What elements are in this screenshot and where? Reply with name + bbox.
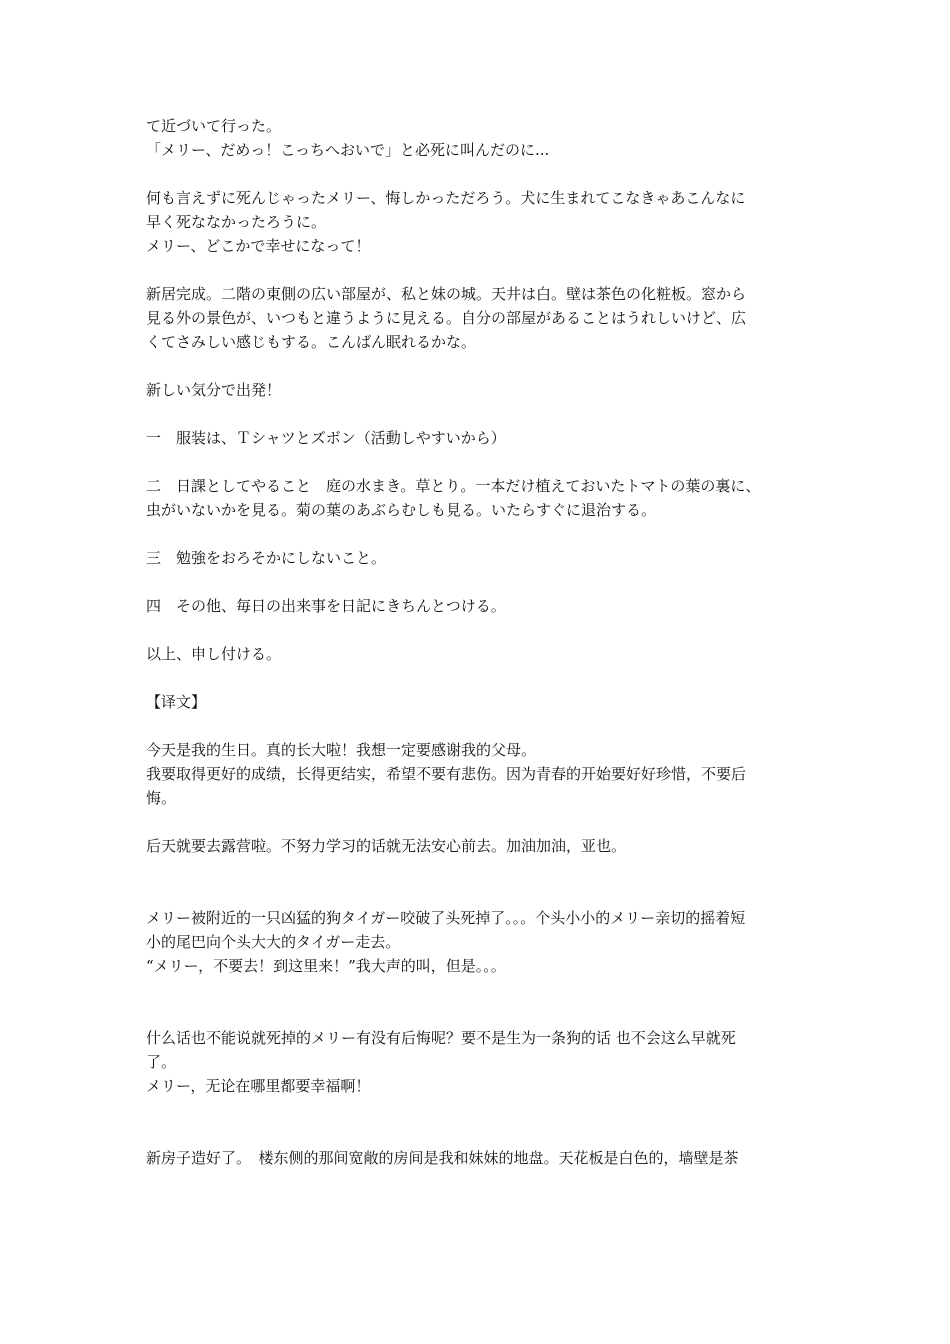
blank-line	[146, 810, 810, 834]
text-line: メリー，无论在哪里都要幸福啊！	[146, 1077, 371, 1095]
text-line: 何も言えずに死んじゃったメリー、悔しかっただろう。犬に生まれてこなきゃあこんなに	[146, 189, 746, 207]
text-line: 今天是我的生日。真的长大啦！我想一定要感谢我的父母。	[146, 741, 537, 759]
text-line: 四 その他、毎日の出来事を日記にきちんとつける。	[146, 597, 506, 615]
text-line: 一 服装は、Ｔシャツとズボン（活動しやすいから）	[146, 429, 506, 447]
blank-line	[146, 618, 810, 642]
text-line: “メリー，不要去！到这里来！”我大声的叫，但是。。。	[146, 957, 506, 975]
blank-line	[146, 162, 810, 186]
text-line: 早く死ななかったろうに。	[146, 213, 327, 231]
text-line: 什么话也不能说就死掉的メリー有没有后悔呢？要不是生为一条狗的话 也不会这么早就死	[146, 1029, 736, 1047]
text-line: メリー、どこかで幸せになって！	[146, 237, 371, 255]
blank-line	[146, 570, 810, 594]
text-line: 我要取得更好的成绩，长得更结实，希望不要有悲伤。因为青春的开始要好好珍惜，不要后	[146, 765, 747, 783]
text-line: メリー被附近的一只凶猛的狗タイガー咬破了头死掉了。。。个头小小的メリー亲切的摇着短	[146, 909, 746, 927]
document-page	[146, 114, 810, 1170]
text-line: 了。	[146, 1053, 177, 1071]
text-line: 新しい気分で出発！	[146, 381, 282, 399]
blank-line	[146, 1098, 810, 1146]
text-line: 小的尾巴向个头大大的タイガー走去。	[146, 933, 401, 951]
text-line: 后天就要去露营啦。不努力学习的话就无法安心前去。加油加油，亚也。	[146, 837, 627, 855]
text-line: 悔。	[146, 789, 177, 807]
blank-line	[146, 258, 810, 282]
blank-line	[146, 714, 810, 738]
text-line: 見る外の景色が、いつもと違うように見える。自分の部屋があることはうれしいけど、広	[146, 309, 747, 327]
text-line: 三 勉強をおろそかにしないこと。	[146, 549, 387, 567]
blank-line	[146, 354, 810, 378]
text-line: 「メリー、だめっ！こっちへおいで」と必死に叫んだのに...	[146, 141, 550, 159]
blank-line	[146, 666, 810, 690]
section-heading: 【译文】	[146, 693, 207, 711]
text-line: 新居完成。二階の東側の広い部屋が、私と妹の城。天井は白。壁は茶色の化粧板。窓から	[146, 285, 747, 303]
text-line: くてさみしい感じもする。こんばん眠れるかな。	[146, 333, 477, 351]
blank-line	[146, 858, 810, 906]
text-line: 新房子造好了。 楼东侧的那间宽敞的房间是我和妹妹的地盘。天花板是白色的，墙壁是茶	[146, 1149, 739, 1167]
blank-line	[146, 402, 810, 426]
text-line: て近づいて行った。	[146, 117, 282, 135]
text-line: 以上、申し付ける。	[146, 645, 282, 663]
text-line: 虫がいないかを見る。菊の葉のあぶらむしも見る。いたらすぐに退治する。	[146, 501, 657, 519]
blank-line	[146, 522, 810, 546]
blank-line	[146, 978, 810, 1026]
text-line: 二 日課としてやること 庭の水まき。草とり。一本だけ植えておいたトマトの葉の裏に、	[146, 477, 761, 495]
blank-line	[146, 450, 810, 474]
